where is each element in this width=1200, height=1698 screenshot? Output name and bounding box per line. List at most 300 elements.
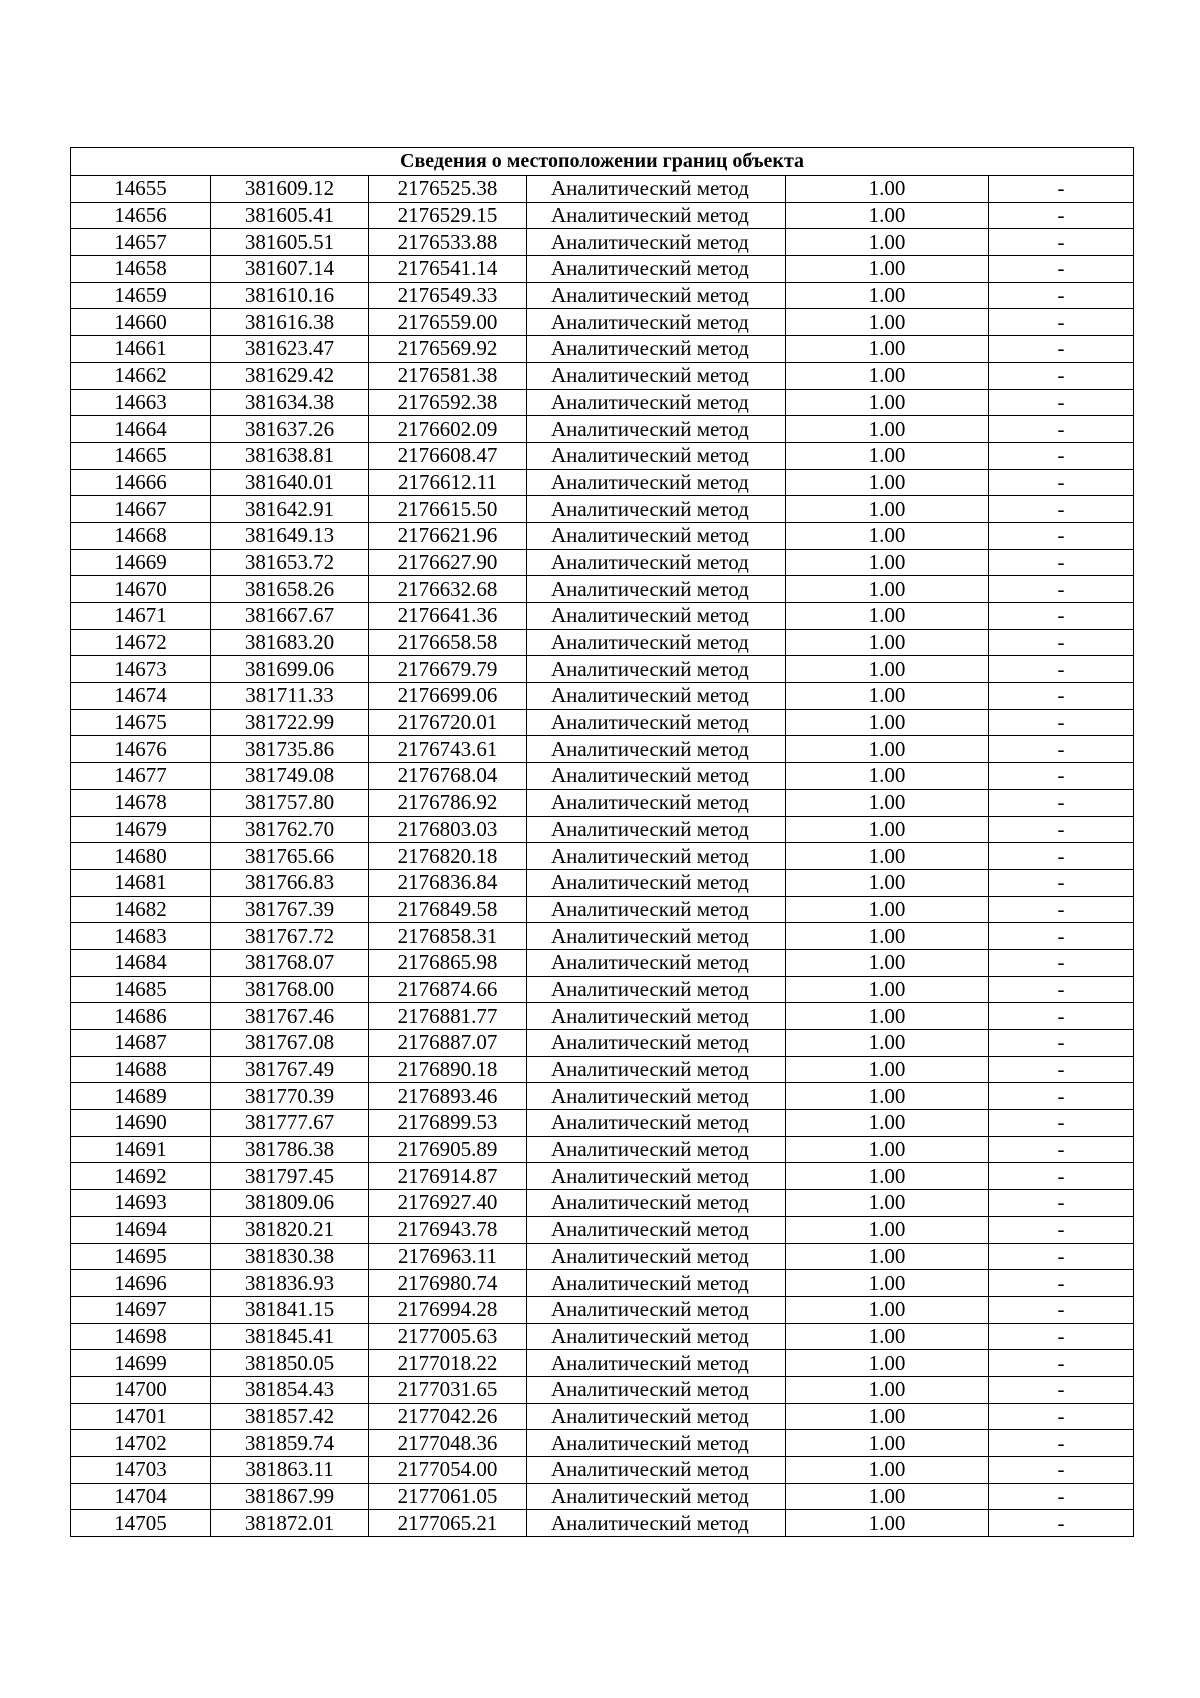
description-cell: - bbox=[989, 976, 1134, 1003]
description-cell: - bbox=[989, 416, 1134, 443]
accuracy-cell: 1.00 bbox=[786, 843, 989, 870]
method-cell: Аналитический метод bbox=[527, 1163, 786, 1190]
point-number-cell: 14668 bbox=[71, 522, 211, 549]
accuracy-cell: 1.00 bbox=[786, 976, 989, 1003]
description-cell: - bbox=[989, 1136, 1134, 1163]
point-number-cell: 14694 bbox=[71, 1216, 211, 1243]
description-cell: - bbox=[989, 656, 1134, 683]
description-cell: - bbox=[989, 309, 1134, 336]
accuracy-cell: 1.00 bbox=[786, 176, 989, 203]
description-cell: - bbox=[989, 763, 1134, 790]
point-number-cell: 14665 bbox=[71, 442, 211, 469]
accuracy-cell: 1.00 bbox=[786, 1323, 989, 1350]
method-cell: Аналитический метод bbox=[527, 256, 786, 283]
accuracy-cell: 1.00 bbox=[786, 1243, 989, 1270]
point-number-cell: 14675 bbox=[71, 709, 211, 736]
point-number-cell: 14697 bbox=[71, 1296, 211, 1323]
x-coordinate-cell: 381845.41 bbox=[211, 1323, 369, 1350]
point-number-cell: 14698 bbox=[71, 1323, 211, 1350]
description-cell: - bbox=[989, 1323, 1134, 1350]
accuracy-cell: 1.00 bbox=[786, 202, 989, 229]
accuracy-cell: 1.00 bbox=[786, 256, 989, 283]
point-number-cell: 14666 bbox=[71, 469, 211, 496]
x-coordinate-cell: 381607.14 bbox=[211, 256, 369, 283]
x-coordinate-cell: 381605.41 bbox=[211, 202, 369, 229]
point-number-cell: 14695 bbox=[71, 1243, 211, 1270]
y-coordinate-cell: 2176914.87 bbox=[369, 1163, 527, 1190]
table-row bbox=[71, 1243, 1134, 1270]
x-coordinate-cell: 381749.08 bbox=[211, 763, 369, 790]
description-cell: - bbox=[989, 549, 1134, 576]
table-title: Сведения о местоположении границ объекта bbox=[71, 148, 1134, 176]
description-cell: - bbox=[989, 1457, 1134, 1484]
table-row bbox=[71, 1403, 1134, 1430]
y-coordinate-cell: 2176581.38 bbox=[369, 362, 527, 389]
method-cell: Аналитический метод bbox=[527, 683, 786, 710]
description-cell: - bbox=[989, 1083, 1134, 1110]
x-coordinate-cell: 381820.21 bbox=[211, 1216, 369, 1243]
method-cell: Аналитический метод bbox=[527, 1483, 786, 1510]
x-coordinate-cell: 381722.99 bbox=[211, 709, 369, 736]
method-cell: Аналитический метод bbox=[527, 629, 786, 656]
method-cell: Аналитический метод bbox=[527, 656, 786, 683]
table-row bbox=[71, 522, 1134, 549]
point-number-cell: 14662 bbox=[71, 362, 211, 389]
description-cell: - bbox=[989, 869, 1134, 896]
method-cell: Аналитический метод bbox=[527, 1376, 786, 1403]
y-coordinate-cell: 2177005.63 bbox=[369, 1323, 527, 1350]
x-coordinate-cell: 381841.15 bbox=[211, 1296, 369, 1323]
description-cell: - bbox=[989, 603, 1134, 630]
y-coordinate-cell: 2176881.77 bbox=[369, 1003, 527, 1030]
description-cell: - bbox=[989, 496, 1134, 523]
description-cell: - bbox=[989, 282, 1134, 309]
x-coordinate-cell: 381642.91 bbox=[211, 496, 369, 523]
accuracy-cell: 1.00 bbox=[786, 1376, 989, 1403]
point-number-cell: 14692 bbox=[71, 1163, 211, 1190]
method-cell: Аналитический метод bbox=[527, 496, 786, 523]
table-row bbox=[71, 869, 1134, 896]
x-coordinate-cell: 381735.86 bbox=[211, 736, 369, 763]
x-coordinate-cell: 381767.49 bbox=[211, 1056, 369, 1083]
y-coordinate-cell: 2177061.05 bbox=[369, 1483, 527, 1510]
y-coordinate-cell: 2176905.89 bbox=[369, 1136, 527, 1163]
accuracy-cell: 1.00 bbox=[786, 362, 989, 389]
method-cell: Аналитический метод bbox=[527, 603, 786, 630]
method-cell: Аналитический метод bbox=[527, 336, 786, 363]
method-cell: Аналитический метод bbox=[527, 1110, 786, 1137]
accuracy-cell: 1.00 bbox=[786, 683, 989, 710]
accuracy-cell: 1.00 bbox=[786, 1163, 989, 1190]
accuracy-cell: 1.00 bbox=[786, 282, 989, 309]
method-cell: Аналитический метод bbox=[527, 549, 786, 576]
accuracy-cell: 1.00 bbox=[786, 1083, 989, 1110]
accuracy-cell: 1.00 bbox=[786, 1056, 989, 1083]
accuracy-cell: 1.00 bbox=[786, 869, 989, 896]
y-coordinate-cell: 2177065.21 bbox=[369, 1510, 527, 1537]
y-coordinate-cell: 2176621.96 bbox=[369, 522, 527, 549]
description-cell: - bbox=[989, 522, 1134, 549]
x-coordinate-cell: 381768.07 bbox=[211, 949, 369, 976]
method-cell: Аналитический метод bbox=[527, 229, 786, 256]
table-row bbox=[71, 1190, 1134, 1217]
boundary-coordinates-table bbox=[70, 147, 1134, 1537]
x-coordinate-cell: 381850.05 bbox=[211, 1350, 369, 1377]
description-cell: - bbox=[989, 629, 1134, 656]
point-number-cell: 14659 bbox=[71, 282, 211, 309]
x-coordinate-cell: 381767.46 bbox=[211, 1003, 369, 1030]
table-row bbox=[71, 362, 1134, 389]
y-coordinate-cell: 2176549.33 bbox=[369, 282, 527, 309]
table-row bbox=[71, 336, 1134, 363]
x-coordinate-cell: 381634.38 bbox=[211, 389, 369, 416]
table-row bbox=[71, 469, 1134, 496]
y-coordinate-cell: 2176786.92 bbox=[369, 789, 527, 816]
x-coordinate-cell: 381765.66 bbox=[211, 843, 369, 870]
y-coordinate-cell: 2176592.38 bbox=[369, 389, 527, 416]
method-cell: Аналитический метод bbox=[527, 389, 786, 416]
x-coordinate-cell: 381711.33 bbox=[211, 683, 369, 710]
table-row bbox=[71, 1430, 1134, 1457]
x-coordinate-cell: 381683.20 bbox=[211, 629, 369, 656]
point-number-cell: 14661 bbox=[71, 336, 211, 363]
accuracy-cell: 1.00 bbox=[786, 496, 989, 523]
x-coordinate-cell: 381863.11 bbox=[211, 1457, 369, 1484]
table-row bbox=[71, 1110, 1134, 1137]
accuracy-cell: 1.00 bbox=[786, 1350, 989, 1377]
point-number-cell: 14655 bbox=[71, 176, 211, 203]
table-row bbox=[71, 1163, 1134, 1190]
table-row bbox=[71, 496, 1134, 523]
description-cell: - bbox=[989, 256, 1134, 283]
x-coordinate-cell: 381640.01 bbox=[211, 469, 369, 496]
x-coordinate-cell: 381768.00 bbox=[211, 976, 369, 1003]
description-cell: - bbox=[989, 442, 1134, 469]
point-number-cell: 14690 bbox=[71, 1110, 211, 1137]
table-row bbox=[71, 1296, 1134, 1323]
x-coordinate-cell: 381836.93 bbox=[211, 1270, 369, 1297]
accuracy-cell: 1.00 bbox=[786, 549, 989, 576]
y-coordinate-cell: 2176887.07 bbox=[369, 1030, 527, 1057]
table-row bbox=[71, 176, 1134, 203]
description-cell: - bbox=[989, 683, 1134, 710]
method-cell: Аналитический метод bbox=[527, 1056, 786, 1083]
table-row bbox=[71, 1457, 1134, 1484]
table-row bbox=[71, 656, 1134, 683]
method-cell: Аналитический метод bbox=[527, 1190, 786, 1217]
accuracy-cell: 1.00 bbox=[786, 1270, 989, 1297]
accuracy-cell: 1.00 bbox=[786, 469, 989, 496]
accuracy-cell: 1.00 bbox=[786, 1430, 989, 1457]
method-cell: Аналитический метод bbox=[527, 1323, 786, 1350]
description-cell: - bbox=[989, 843, 1134, 870]
point-number-cell: 14657 bbox=[71, 229, 211, 256]
accuracy-cell: 1.00 bbox=[786, 1003, 989, 1030]
x-coordinate-cell: 381757.80 bbox=[211, 789, 369, 816]
accuracy-cell: 1.00 bbox=[786, 1110, 989, 1137]
x-coordinate-cell: 381767.72 bbox=[211, 923, 369, 950]
accuracy-cell: 1.00 bbox=[786, 1030, 989, 1057]
point-number-cell: 14691 bbox=[71, 1136, 211, 1163]
point-number-cell: 14660 bbox=[71, 309, 211, 336]
table-row bbox=[71, 1510, 1134, 1537]
point-number-cell: 14701 bbox=[71, 1403, 211, 1430]
description-cell: - bbox=[989, 576, 1134, 603]
table-row bbox=[71, 789, 1134, 816]
accuracy-cell: 1.00 bbox=[786, 896, 989, 923]
y-coordinate-cell: 2176699.06 bbox=[369, 683, 527, 710]
table-row bbox=[71, 442, 1134, 469]
table-row bbox=[71, 1483, 1134, 1510]
point-number-cell: 14693 bbox=[71, 1190, 211, 1217]
table-row bbox=[71, 309, 1134, 336]
table-row bbox=[71, 683, 1134, 710]
point-number-cell: 14686 bbox=[71, 1003, 211, 1030]
y-coordinate-cell: 2176943.78 bbox=[369, 1216, 527, 1243]
point-number-cell: 14670 bbox=[71, 576, 211, 603]
x-coordinate-cell: 381872.01 bbox=[211, 1510, 369, 1537]
y-coordinate-cell: 2177048.36 bbox=[369, 1430, 527, 1457]
method-cell: Аналитический метод bbox=[527, 1457, 786, 1484]
description-cell: - bbox=[989, 1190, 1134, 1217]
point-number-cell: 14696 bbox=[71, 1270, 211, 1297]
point-number-cell: 14674 bbox=[71, 683, 211, 710]
method-cell: Аналитический метод bbox=[527, 442, 786, 469]
method-cell: Аналитический метод bbox=[527, 1510, 786, 1537]
accuracy-cell: 1.00 bbox=[786, 923, 989, 950]
table-row bbox=[71, 1376, 1134, 1403]
description-cell: - bbox=[989, 389, 1134, 416]
point-number-cell: 14672 bbox=[71, 629, 211, 656]
table-row bbox=[71, 629, 1134, 656]
accuracy-cell: 1.00 bbox=[786, 629, 989, 656]
y-coordinate-cell: 2176569.92 bbox=[369, 336, 527, 363]
point-number-cell: 14683 bbox=[71, 923, 211, 950]
accuracy-cell: 1.00 bbox=[786, 416, 989, 443]
y-coordinate-cell: 2176893.46 bbox=[369, 1083, 527, 1110]
y-coordinate-cell: 2176820.18 bbox=[369, 843, 527, 870]
point-number-cell: 14687 bbox=[71, 1030, 211, 1057]
table-row bbox=[71, 976, 1134, 1003]
point-number-cell: 14664 bbox=[71, 416, 211, 443]
accuracy-cell: 1.00 bbox=[786, 522, 989, 549]
table-row bbox=[71, 416, 1134, 443]
accuracy-cell: 1.00 bbox=[786, 656, 989, 683]
x-coordinate-cell: 381857.42 bbox=[211, 1403, 369, 1430]
description-cell: - bbox=[989, 229, 1134, 256]
table-row bbox=[71, 1216, 1134, 1243]
method-cell: Аналитический метод bbox=[527, 1403, 786, 1430]
description-cell: - bbox=[989, 1270, 1134, 1297]
table-row bbox=[71, 1056, 1134, 1083]
accuracy-cell: 1.00 bbox=[786, 336, 989, 363]
description-cell: - bbox=[989, 1110, 1134, 1137]
table-row bbox=[71, 1136, 1134, 1163]
description-cell: - bbox=[989, 1376, 1134, 1403]
table-row bbox=[71, 763, 1134, 790]
description-cell: - bbox=[989, 202, 1134, 229]
x-coordinate-cell: 381623.47 bbox=[211, 336, 369, 363]
point-number-cell: 14681 bbox=[71, 869, 211, 896]
description-cell: - bbox=[989, 362, 1134, 389]
x-coordinate-cell: 381605.51 bbox=[211, 229, 369, 256]
description-cell: - bbox=[989, 1030, 1134, 1057]
method-cell: Аналитический метод bbox=[527, 1350, 786, 1377]
y-coordinate-cell: 2176865.98 bbox=[369, 949, 527, 976]
y-coordinate-cell: 2176632.68 bbox=[369, 576, 527, 603]
method-cell: Аналитический метод bbox=[527, 1430, 786, 1457]
description-cell: - bbox=[989, 816, 1134, 843]
point-number-cell: 14676 bbox=[71, 736, 211, 763]
point-number-cell: 14682 bbox=[71, 896, 211, 923]
y-coordinate-cell: 2176602.09 bbox=[369, 416, 527, 443]
point-number-cell: 14688 bbox=[71, 1056, 211, 1083]
method-cell: Аналитический метод bbox=[527, 282, 786, 309]
point-number-cell: 14684 bbox=[71, 949, 211, 976]
y-coordinate-cell: 2177031.65 bbox=[369, 1376, 527, 1403]
table-row bbox=[71, 229, 1134, 256]
x-coordinate-cell: 381699.06 bbox=[211, 656, 369, 683]
point-number-cell: 14702 bbox=[71, 1430, 211, 1457]
x-coordinate-cell: 381653.72 bbox=[211, 549, 369, 576]
point-number-cell: 14685 bbox=[71, 976, 211, 1003]
point-number-cell: 14677 bbox=[71, 763, 211, 790]
y-coordinate-cell: 2177018.22 bbox=[369, 1350, 527, 1377]
y-coordinate-cell: 2176608.47 bbox=[369, 442, 527, 469]
point-number-cell: 14656 bbox=[71, 202, 211, 229]
description-cell: - bbox=[989, 336, 1134, 363]
accuracy-cell: 1.00 bbox=[786, 1510, 989, 1537]
x-coordinate-cell: 381658.26 bbox=[211, 576, 369, 603]
accuracy-cell: 1.00 bbox=[786, 763, 989, 790]
description-cell: - bbox=[989, 1056, 1134, 1083]
y-coordinate-cell: 2176963.11 bbox=[369, 1243, 527, 1270]
point-number-cell: 14671 bbox=[71, 603, 211, 630]
accuracy-cell: 1.00 bbox=[786, 1457, 989, 1484]
method-cell: Аналитический метод bbox=[527, 1270, 786, 1297]
description-cell: - bbox=[989, 1483, 1134, 1510]
method-cell: Аналитический метод bbox=[527, 1216, 786, 1243]
x-coordinate-cell: 381649.13 bbox=[211, 522, 369, 549]
y-coordinate-cell: 2176858.31 bbox=[369, 923, 527, 950]
accuracy-cell: 1.00 bbox=[786, 603, 989, 630]
method-cell: Аналитический метод bbox=[527, 416, 786, 443]
description-cell: - bbox=[989, 1003, 1134, 1030]
point-number-cell: 14705 bbox=[71, 1510, 211, 1537]
description-cell: - bbox=[989, 709, 1134, 736]
method-cell: Аналитический метод bbox=[527, 309, 786, 336]
x-coordinate-cell: 381777.67 bbox=[211, 1110, 369, 1137]
accuracy-cell: 1.00 bbox=[786, 1296, 989, 1323]
y-coordinate-cell: 2176980.74 bbox=[369, 1270, 527, 1297]
point-number-cell: 14673 bbox=[71, 656, 211, 683]
method-cell: Аналитический метод bbox=[527, 763, 786, 790]
accuracy-cell: 1.00 bbox=[786, 736, 989, 763]
table-row bbox=[71, 1323, 1134, 1350]
y-coordinate-cell: 2176541.14 bbox=[369, 256, 527, 283]
table-row bbox=[71, 1003, 1134, 1030]
accuracy-cell: 1.00 bbox=[786, 1216, 989, 1243]
y-coordinate-cell: 2176525.38 bbox=[369, 176, 527, 203]
table-row bbox=[71, 202, 1134, 229]
method-cell: Аналитический метод bbox=[527, 736, 786, 763]
x-coordinate-cell: 381859.74 bbox=[211, 1430, 369, 1457]
x-coordinate-cell: 381637.26 bbox=[211, 416, 369, 443]
accuracy-cell: 1.00 bbox=[786, 1190, 989, 1217]
table-row bbox=[71, 1083, 1134, 1110]
x-coordinate-cell: 381786.38 bbox=[211, 1136, 369, 1163]
accuracy-cell: 1.00 bbox=[786, 789, 989, 816]
y-coordinate-cell: 2176533.88 bbox=[369, 229, 527, 256]
table-row bbox=[71, 843, 1134, 870]
y-coordinate-cell: 2177042.26 bbox=[369, 1403, 527, 1430]
description-cell: - bbox=[989, 1216, 1134, 1243]
x-coordinate-cell: 381809.06 bbox=[211, 1190, 369, 1217]
y-coordinate-cell: 2176994.28 bbox=[369, 1296, 527, 1323]
accuracy-cell: 1.00 bbox=[786, 389, 989, 416]
table-row bbox=[71, 1350, 1134, 1377]
point-number-cell: 14699 bbox=[71, 1350, 211, 1377]
method-cell: Аналитический метод bbox=[527, 843, 786, 870]
table-row bbox=[71, 603, 1134, 630]
y-coordinate-cell: 2176559.00 bbox=[369, 309, 527, 336]
description-cell: - bbox=[989, 1403, 1134, 1430]
method-cell: Аналитический метод bbox=[527, 923, 786, 950]
method-cell: Аналитический метод bbox=[527, 576, 786, 603]
table-row bbox=[71, 709, 1134, 736]
y-coordinate-cell: 2176927.40 bbox=[369, 1190, 527, 1217]
x-coordinate-cell: 381609.12 bbox=[211, 176, 369, 203]
description-cell: - bbox=[989, 1430, 1134, 1457]
accuracy-cell: 1.00 bbox=[786, 1136, 989, 1163]
y-coordinate-cell: 2176849.58 bbox=[369, 896, 527, 923]
table-row bbox=[71, 256, 1134, 283]
table-body bbox=[71, 176, 1134, 1537]
x-coordinate-cell: 381610.16 bbox=[211, 282, 369, 309]
table-row bbox=[71, 949, 1134, 976]
y-coordinate-cell: 2176529.15 bbox=[369, 202, 527, 229]
x-coordinate-cell: 381767.08 bbox=[211, 1030, 369, 1057]
method-cell: Аналитический метод bbox=[527, 1296, 786, 1323]
y-coordinate-cell: 2176836.84 bbox=[369, 869, 527, 896]
accuracy-cell: 1.00 bbox=[786, 1403, 989, 1430]
y-coordinate-cell: 2176641.36 bbox=[369, 603, 527, 630]
table-row bbox=[71, 736, 1134, 763]
description-cell: - bbox=[989, 176, 1134, 203]
x-coordinate-cell: 381629.42 bbox=[211, 362, 369, 389]
x-coordinate-cell: 381830.38 bbox=[211, 1243, 369, 1270]
x-coordinate-cell: 381797.45 bbox=[211, 1163, 369, 1190]
method-cell: Аналитический метод bbox=[527, 949, 786, 976]
description-cell: - bbox=[989, 736, 1134, 763]
method-cell: Аналитический метод bbox=[527, 1136, 786, 1163]
accuracy-cell: 1.00 bbox=[786, 229, 989, 256]
y-coordinate-cell: 2176612.11 bbox=[369, 469, 527, 496]
method-cell: Аналитический метод bbox=[527, 789, 786, 816]
point-number-cell: 14669 bbox=[71, 549, 211, 576]
x-coordinate-cell: 381762.70 bbox=[211, 816, 369, 843]
table-row bbox=[71, 282, 1134, 309]
point-number-cell: 14678 bbox=[71, 789, 211, 816]
table-row bbox=[71, 923, 1134, 950]
x-coordinate-cell: 381867.99 bbox=[211, 1483, 369, 1510]
table-row bbox=[71, 896, 1134, 923]
description-cell: - bbox=[989, 1510, 1134, 1537]
x-coordinate-cell: 381766.83 bbox=[211, 869, 369, 896]
x-coordinate-cell: 381770.39 bbox=[211, 1083, 369, 1110]
accuracy-cell: 1.00 bbox=[786, 949, 989, 976]
x-coordinate-cell: 381854.43 bbox=[211, 1376, 369, 1403]
